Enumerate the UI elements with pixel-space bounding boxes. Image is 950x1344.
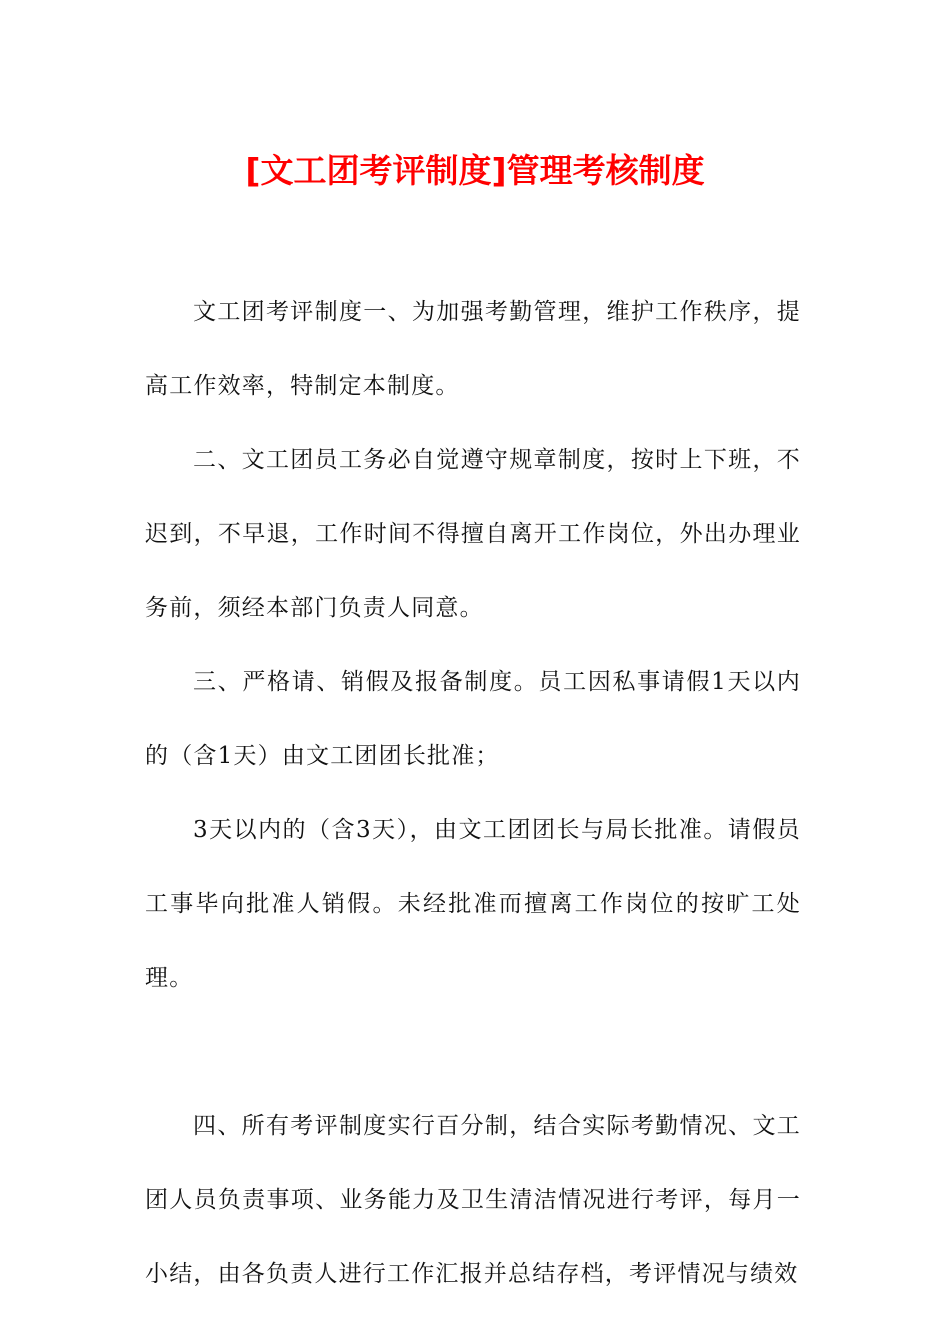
document-title: [文工团考评制度]管理考核制度 (245, 151, 705, 190)
paragraph-4: 3天以内的（含3天），由文工团团长与局长批准。请假员工事毕向批准人销假。未经批准而擅离工作岗位的按旷工处理。 (145, 817, 801, 991)
paragraph-3: 三、严格请、销假及报备制度。员工因私事请假1天以内的（含1天）由文工团团长批准； (145, 669, 801, 769)
paragraph-spacer (145, 1015, 801, 1089)
paragraph-1: 文工团考评制度一、为加强考勤管理，维护工作秩序，提高工作效率，特制定本制度。 (145, 299, 801, 399)
document-body (145, 275, 801, 1311)
paragraph-5: 四、所有考评制度实行百分制，结合实际考勤情况、文工团人员负责事项、业务能力及卫生清洁情况进行考评，每月一小结，由各负责人进行工作汇报并总结存档，考评情况与绩效 (145, 1113, 801, 1287)
paragraph-2: 二、文工团员工务必自觉遵守规章制度，按时上下班，不迟到，不早退，工作时间不得擅自离开工作岗位，外出办理业务前，须经本部门负责人同意。 (145, 447, 801, 621)
